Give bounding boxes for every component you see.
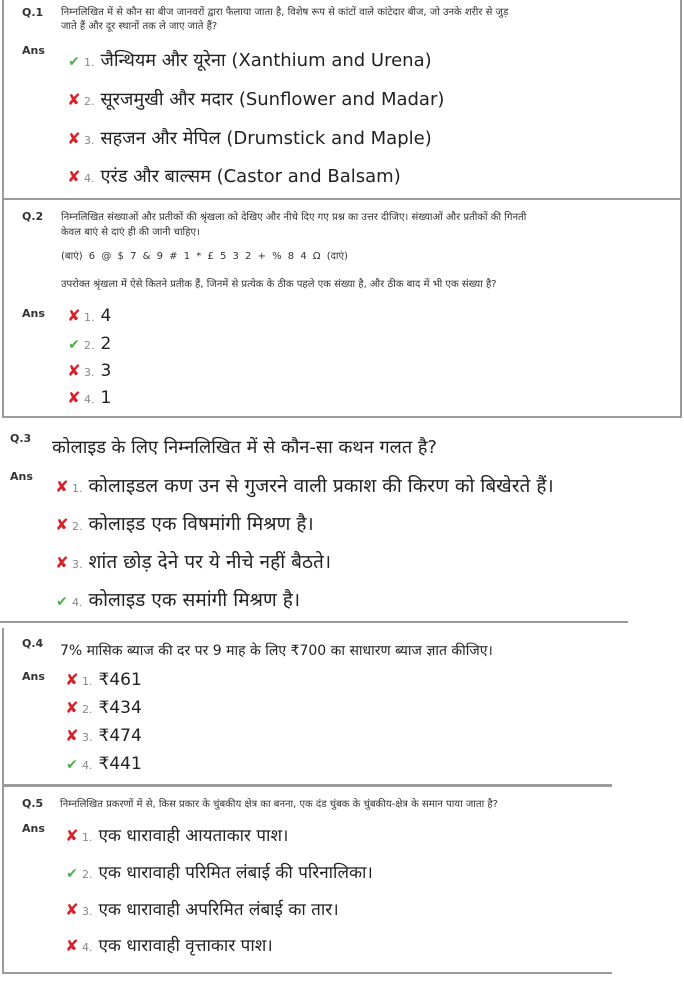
divider <box>2 416 682 418</box>
question-text-line: केवल बाएं से दाएं ही की जानी चाहिए। <box>61 227 200 238</box>
question-text-line: निम्नलिखित प्रकरणों में से, किस प्रकार के चुंबकीय क्षेत्र का बनना, एक दंड चुंबक के चुंबकीय-क्षेत्र के समान पाया जाता है? <box>60 799 498 810</box>
option-number: 3. <box>82 905 93 918</box>
option-text: एक धारावाही परिमित लंबाई की परिनालिका। <box>98 863 373 883</box>
option-1[interactable] <box>66 48 432 72</box>
cross-icon: ✘ <box>67 388 81 407</box>
option-number: 2. <box>84 339 95 352</box>
option-number: 4. <box>82 759 93 772</box>
block-border <box>2 628 4 786</box>
option-3[interactable] <box>64 897 339 920</box>
divider <box>2 198 682 200</box>
cross-icon: ✘ <box>55 553 69 572</box>
question-text-line: निम्नलिखित संख्याओं और प्रतीकों की श्रृंखला को देखिए और नीचे दिए गए प्रश्न का उत्तर दीजिए। संख्याओं और प्रतीकों की गिनती <box>61 212 527 223</box>
question-number: Q.3 <box>10 432 32 445</box>
divider <box>2 784 612 787</box>
cross-icon: ✘ <box>65 900 79 919</box>
sub-question: उपरोक्त श्रृंखला में ऐसे कितने प्रतीक हैं, जिनमें से प्रत्येक के ठीक पहले एक संख्या है, और ठीक बाद में भी एक संख्या है? <box>61 279 497 290</box>
option-1[interactable] <box>54 472 554 498</box>
option-4[interactable] <box>64 933 273 956</box>
block-border <box>2 0 4 200</box>
question-number: Q.1 <box>22 6 44 19</box>
option-number: 1. <box>82 675 93 688</box>
option-number: 4. <box>72 596 83 609</box>
cross-icon: ✘ <box>65 936 79 955</box>
check-icon: ✔ <box>56 594 68 610</box>
option-number: 4. <box>82 941 93 954</box>
option-text: एक धारावाही आयताकार पाश। <box>98 826 289 846</box>
option-number: 4. <box>84 172 95 185</box>
symbol-sequence: (बाएं) 6 @ $ 7 & 9 # 1 * £ 5 3 2 + % 8 4 Ω (दाएं) <box>61 251 348 262</box>
cross-icon: ✘ <box>67 306 81 325</box>
divider <box>2 972 612 974</box>
question-number: Q.5 <box>22 797 44 810</box>
option-text: 3 <box>100 361 112 381</box>
option-1[interactable] <box>64 670 142 690</box>
option-number: 1. <box>84 311 95 324</box>
option-text: शांत छोड़ देने पर ये नीचे नहीं बैठते। <box>88 551 332 573</box>
cross-icon: ✘ <box>55 515 69 534</box>
block-border <box>2 199 4 417</box>
option-text: ₹474 <box>98 726 142 746</box>
option-number: 3. <box>72 558 83 571</box>
option-3[interactable] <box>64 726 142 746</box>
option-number: 1. <box>84 56 95 69</box>
option-1[interactable] <box>66 306 111 326</box>
question-text-line: कोलाइड के लिए निम्नलिखित में से कौन-सा कथन गलत है? <box>52 437 437 458</box>
check-icon: ✔ <box>68 54 80 70</box>
question-number: Q.4 <box>22 637 44 650</box>
option-text: 4 <box>100 306 112 326</box>
option-1[interactable] <box>64 823 288 846</box>
answer-label: Ans <box>10 470 33 483</box>
option-number: 2. <box>82 868 93 881</box>
question-number: Q.2 <box>22 210 44 223</box>
option-number: 4. <box>84 393 95 406</box>
option-text: एक धारावाही वृत्ताकार पाश। <box>98 936 273 956</box>
cross-icon: ✘ <box>67 90 81 109</box>
option-number: 3. <box>82 731 93 744</box>
option-2[interactable] <box>54 510 314 536</box>
question-text-line: निम्नलिखित में से कौन सा बीज जानवरों द्वारा फैलाया जाता है, विशेष रूप से कांटों वाले कांटेदार बीज, जो उनके शरीर से जुड़ <box>61 7 509 18</box>
option-4[interactable] <box>54 586 300 612</box>
block-border <box>680 0 682 200</box>
option-text: ₹461 <box>98 670 142 690</box>
option-4[interactable] <box>66 388 111 408</box>
answer-label: Ans <box>22 307 45 320</box>
option-text: जैन्थियम और यूरेना (Xanthium and Urena) <box>100 50 432 71</box>
option-number: 2. <box>82 703 93 716</box>
check-icon: ✔ <box>66 866 78 882</box>
option-2[interactable] <box>64 698 142 718</box>
answer-label: Ans <box>22 44 45 57</box>
answer-label: Ans <box>22 822 45 835</box>
check-icon: ✔ <box>68 337 80 353</box>
option-3[interactable] <box>54 548 331 574</box>
option-number: 1. <box>72 482 83 495</box>
option-3[interactable] <box>66 126 432 150</box>
cross-icon: ✘ <box>65 698 79 717</box>
cross-icon: ✘ <box>55 477 69 496</box>
option-text: सहजन और मेपिल (Drumstick and Maple) <box>100 128 432 149</box>
option-text: सूरजमुखी और मदार (Sunflower and Madar) <box>100 89 445 110</box>
option-number: 3. <box>84 366 95 379</box>
option-text: एरंड और बाल्सम (Castor and Balsam) <box>100 166 401 187</box>
check-icon: ✔ <box>66 757 78 773</box>
option-number: 1. <box>82 831 93 844</box>
block-border <box>680 199 682 417</box>
option-text: एक धारावाही अपरिमित लंबाई का तार। <box>98 900 339 920</box>
question-text-line: 7% मासिक ब्याज की दर पर 9 माह के लिए ₹700 का साधारण ब्याज ज्ञात कीजिए। <box>60 643 493 659</box>
cross-icon: ✘ <box>67 129 81 148</box>
cross-icon: ✘ <box>65 826 79 845</box>
cross-icon: ✘ <box>67 167 81 186</box>
option-2[interactable] <box>66 87 444 111</box>
option-number: 3. <box>84 134 95 147</box>
option-number: 2. <box>72 520 83 533</box>
option-2[interactable] <box>64 860 373 883</box>
divider <box>0 621 628 623</box>
option-4[interactable] <box>66 164 401 188</box>
option-number: 2. <box>84 95 95 108</box>
cross-icon: ✘ <box>65 670 79 689</box>
option-text: कोलाइडल कण उन से गुजरने वाली प्रकाश की किरण को बिखेरते हैं। <box>88 475 554 497</box>
question-text-line: जाते हैं और दूर स्थानों तक ले जाए जाते हैं? <box>61 21 218 32</box>
cross-icon: ✘ <box>67 361 81 380</box>
answer-label: Ans <box>22 670 45 683</box>
option-text: 2 <box>100 334 112 354</box>
option-text: ₹434 <box>98 698 142 718</box>
option-3[interactable] <box>66 361 111 381</box>
option-text: कोलाइड एक समांगी मिश्रण है। <box>88 589 301 611</box>
option-text: कोलाइड एक विषमांगी मिश्रण है। <box>88 513 314 535</box>
option-text: 1 <box>100 388 112 408</box>
option-2[interactable] <box>66 334 111 354</box>
cross-icon: ✘ <box>65 726 79 745</box>
option-4[interactable] <box>64 754 142 774</box>
block-border <box>2 786 4 974</box>
option-text: ₹441 <box>98 754 142 774</box>
